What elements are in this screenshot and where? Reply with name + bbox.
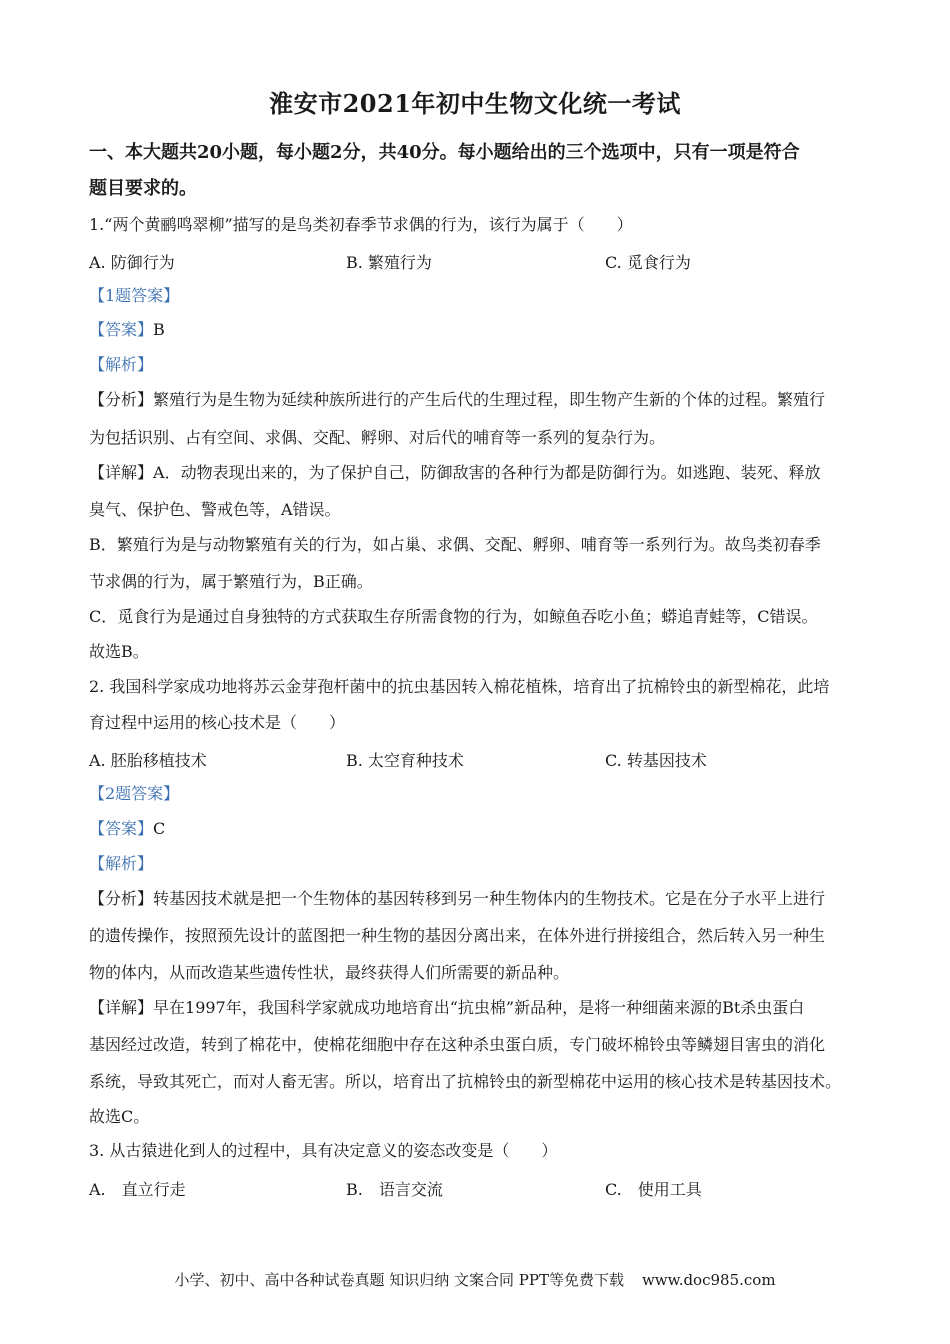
question-2-fenxi-line-1 (89, 889, 869, 909)
question-2-conclusion: 故选C。 (89, 1107, 150, 1126)
answer-value: B (153, 320, 165, 339)
question-1-answer-header: 【1题答案】 (89, 286, 180, 305)
question-1-option-a: A. 防御行为 (89, 253, 175, 272)
question-1-option-c: C. 觅食行为 (605, 253, 691, 272)
question-1-c-line-1: C．觅食行为是通过自身独特的方式获取生存所需食物的行为，如鲸鱼吞吃小鱼；蟒追青蛙等，C错误。 (89, 607, 818, 626)
question-2-option-b: B. 太空育种技术 (346, 751, 464, 770)
fenxi-label: 【分析】 (89, 390, 154, 409)
question-1-fenxi-line-1 (89, 390, 869, 410)
xiangjie-label: 【详解】 (89, 463, 154, 482)
question-2-fenxi-line-2: 的遗传操作，按照预先设计的蓝图把一种生物的基因分离出来，在体外进行拼接组合，然后转入另一种生 (89, 926, 826, 945)
question-1-conclusion: 故选B。 (89, 642, 149, 661)
page-footer (0, 1269, 950, 1290)
question-1-xiangjie-line-1 (89, 463, 869, 483)
xiangjie-label: 【详解】 (89, 998, 154, 1017)
footer-text: 小学、初中、高中各种试卷真题 知识归纳 文案合同 PPT等免费下载 (174, 1271, 624, 1289)
fenxi-text: 转基因技术就是把一个生物体的基因转移到另一种生物体内的生物技术。它是在分子水平上进行 (153, 889, 826, 908)
question-2-fenxi-line-3: 物的体内，从而改造某些遗传性状，最终获得人们所需要的新品种。 (89, 963, 570, 982)
fenxi-label: 【分析】 (89, 889, 154, 908)
question-1-b-line-1: B．繁殖行为是与动物繁殖有关的行为，如占巢、求偶、交配、孵卵、哺育等一系列行为。故鸟类初春季 (89, 535, 821, 554)
fenxi-text: 繁殖行为是生物为延续种族所进行的产生后代的生理过程，即生物产生新的个体的过程。繁殖行 (153, 390, 826, 409)
question-2-text-line-2: 育过程中运用的核心技术是（ ） (89, 713, 346, 732)
answer-label: 【答案】 (89, 320, 154, 339)
question-1-option-b: B. 繁殖行为 (346, 253, 432, 272)
question-1-xiangjie-line-2: 臭气、保护色、警戒色等，A错误。 (89, 500, 341, 519)
question-2-answer (89, 819, 869, 839)
section-instructions-line-1: 一、本大题共20小题，每小题2分，共40分。每小题给出的三个选项中，只有一项是符合 (89, 142, 800, 163)
question-2-xiangjie-line-2: 基因经过改造，转到了棉花中，使棉花细胞中存在这种杀虫蛋白质，专门破坏棉铃虫等鳞翅目害虫的消化 (89, 1035, 826, 1054)
question-2-analysis-header: 【解析】 (89, 854, 154, 873)
question-1-b-line-2: 节求偶的行为，属于繁殖行为，B正确。 (89, 572, 373, 591)
question-1-answer (89, 320, 869, 340)
answer-value: C (153, 819, 166, 838)
question-1-text: 1.“两个黄鹂鸣翠柳”描写的是鸟类初春季节求偶的行为，该行为属于（ ） (89, 215, 633, 234)
question-1-fenxi-line-2: 为包括识别、占有空间、求偶、交配、孵卵、对后代的哺育等一系列的复杂行为。 (89, 428, 666, 447)
question-2-xiangjie-line-1 (89, 998, 869, 1018)
question-2-xiangjie-line-3: 系统，导致其死亡，而对人畜无害。所以，培育出了抗棉铃虫的新型棉花中运用的核心技术是转基因技术。 (89, 1072, 842, 1091)
answer-label: 【答案】 (89, 819, 154, 838)
question-3-text: 3. 从古猿进化到人的过程中，具有决定意义的姿态改变是（ ） (89, 1141, 558, 1160)
question-3-option-c: C. 使用工具 (605, 1180, 702, 1199)
question-2-option-a: A. 胚胎移植技术 (89, 751, 207, 770)
page-title: 淮安市2021年初中生物文化统一考试 (269, 89, 681, 118)
question-2-option-c: C. 转基因技术 (605, 751, 707, 770)
question-1-analysis-header: 【解析】 (89, 355, 154, 374)
xiangjie-text: A．动物表现出来的，为了保护自己，防御敌害的各种行为都是防御行为。如逃跑、装死、释放 (153, 463, 821, 482)
xiangjie-text: 早在1997年，我国科学家就成功地培育出“抗虫棉”新品种，是将一种细菌来源的Bt杀虫蛋白 (153, 998, 805, 1017)
question-2-text-line-1: 2. 我国科学家成功地将苏云金芽孢杆菌中的抗虫基因转入棉花植株，培育出了抗棉铃虫的新型棉花，此培 (89, 677, 830, 696)
question-2-answer-header: 【2题答案】 (89, 784, 180, 803)
footer-url-link[interactable]: www.doc985.com (641, 1271, 776, 1289)
section-instructions-line-2: 题目要求的。 (89, 178, 197, 199)
question-3-option-b: B. 语言交流 (346, 1180, 443, 1199)
question-3-option-a: A. 直立行走 (89, 1180, 186, 1199)
